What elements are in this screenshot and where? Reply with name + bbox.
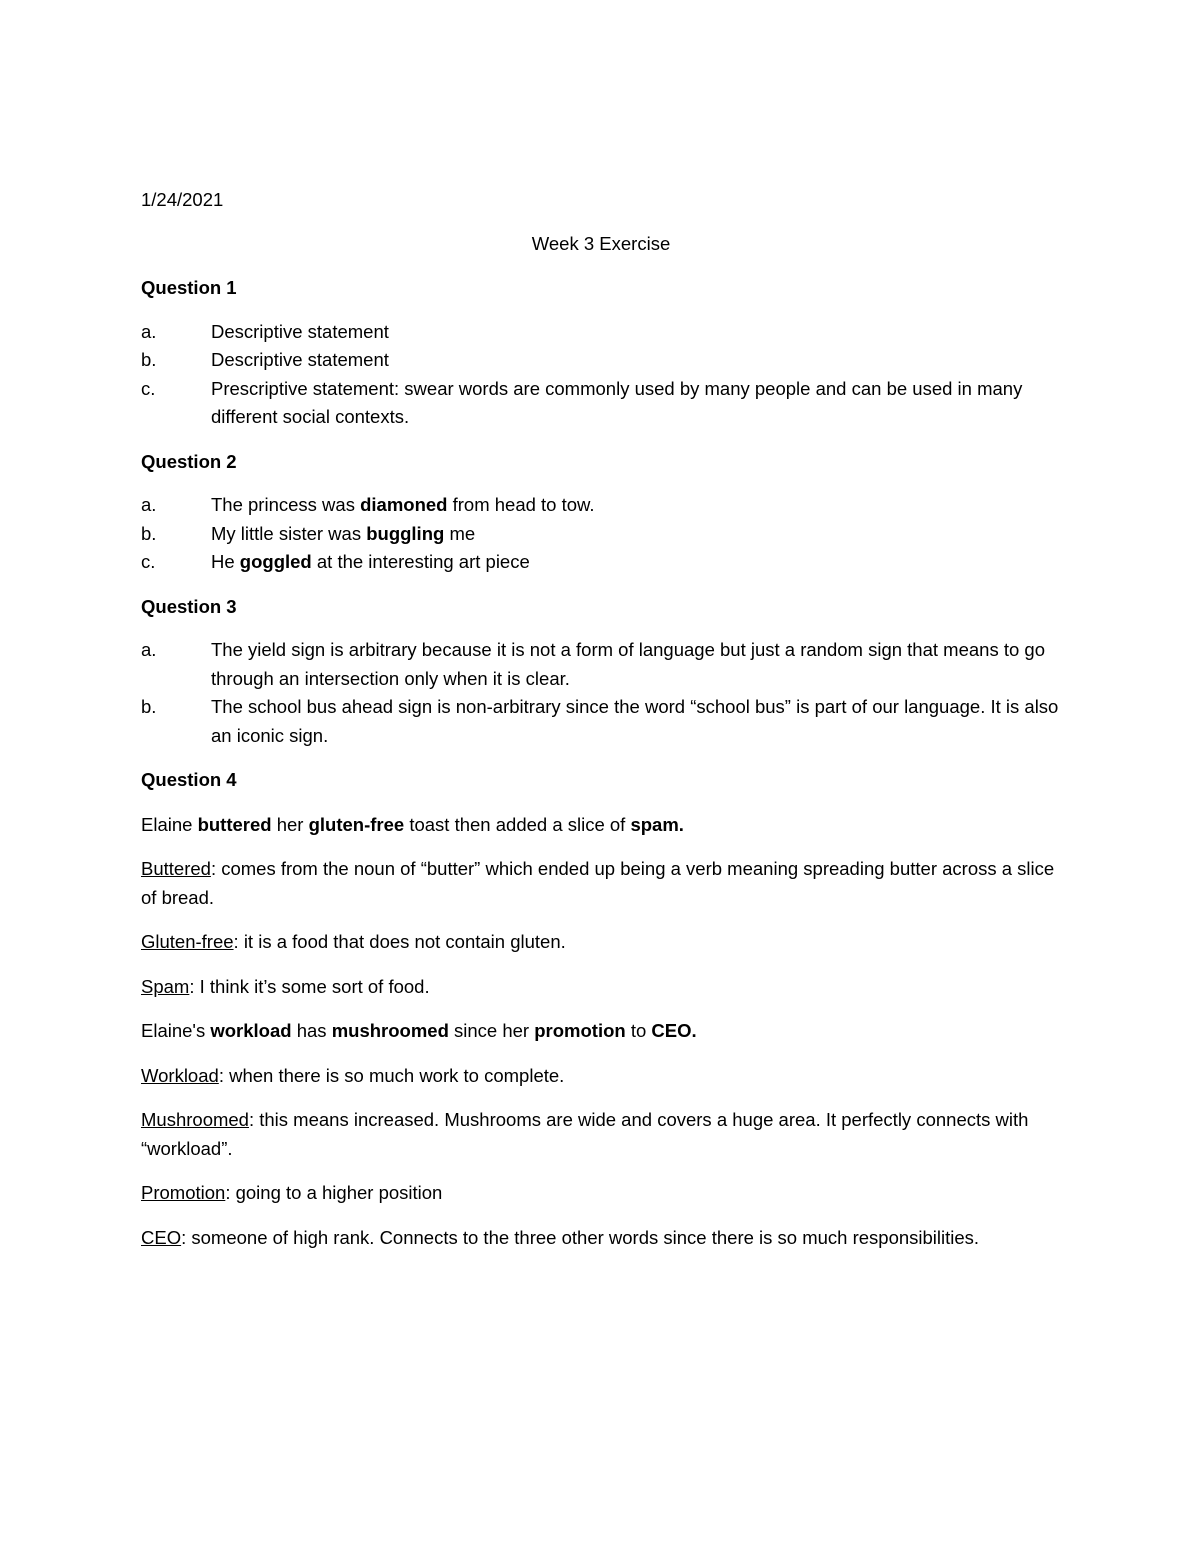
list-item: a. The princess was diamoned from head to tow. — [141, 494, 595, 515]
bold-word: goggled — [239, 551, 312, 572]
bold-word: diamoned — [360, 494, 448, 515]
question-3-heading: Question 3 — [141, 595, 237, 617]
document-date: 1/24/2021 — [141, 189, 224, 210]
question-3-list — [141, 636, 1061, 750]
definition-spam: Spam: I think it’s some sort of food. — [141, 975, 430, 997]
document-page — [141, 186, 1061, 1252]
list-item: a. Descriptive statement — [141, 320, 389, 342]
definition-term: Workload — [141, 1064, 219, 1086]
definition-term: CEO — [141, 1226, 182, 1248]
question-4-heading: Question 4 — [141, 769, 237, 790]
definition-term: Mushroomed — [141, 1109, 249, 1130]
question-1-list — [141, 318, 1061, 432]
example-sentence-2: Elaine's workload has mushroomed since her promotion to CEO. — [141, 1020, 697, 1041]
question-2-heading: Question 2 — [141, 450, 237, 472]
definition-mushroomed: Mushroomed: this means increased. Mushrooms are wide and covers a huge area. It perfectly connects with “workload”. — [141, 1109, 1029, 1159]
list-item: a. The yield sign is arbitrary because it is not a form of language but just a random sign that means to go through an intersection only when it is clear. — [141, 639, 1045, 689]
definition-buttered: Buttered: comes from the noun of “butter” which ended up being a verb meaning spreading butter across a slice of bread. — [141, 858, 1055, 908]
definition-gluten-free: Gluten-free: it is a food that does not contain gluten. — [141, 931, 566, 952]
bold-word: buggling — [366, 522, 445, 544]
document-title: Week 3 Exercise — [531, 232, 671, 254]
list-item: c. He goggled at the interesting art piece — [141, 551, 530, 572]
list-item: b. The school bus ahead sign is non-arbitrary since the word “school bus” is part of our language. It is also an iconic sign. — [141, 696, 1059, 746]
definition-term: Spam — [141, 975, 190, 997]
question-1-heading: Question 1 — [141, 277, 237, 298]
definition-workload: Workload: when there is so much work to complete. — [141, 1064, 565, 1086]
definition-ceo: CEO: someone of high rank. Connects to the three other words since there is so much responsibilities. — [141, 1226, 980, 1248]
example-sentence-1: Elaine buttered her gluten-free toast then added a slice of spam. — [141, 813, 684, 835]
list-item: c. Prescriptive statement: swear words are commonly used by many people and can be used in many different social contexts. — [141, 377, 1023, 427]
definition-term: Promotion — [141, 1182, 226, 1203]
list-item: b. My little sister was buggling me — [141, 522, 476, 544]
question-2-list — [141, 491, 1061, 577]
definition-term: Buttered — [141, 858, 211, 879]
list-item: b. Descriptive statement — [141, 349, 389, 370]
definition-promotion: Promotion: going to a higher position — [141, 1182, 443, 1203]
definition-term: Gluten-free — [141, 931, 234, 952]
